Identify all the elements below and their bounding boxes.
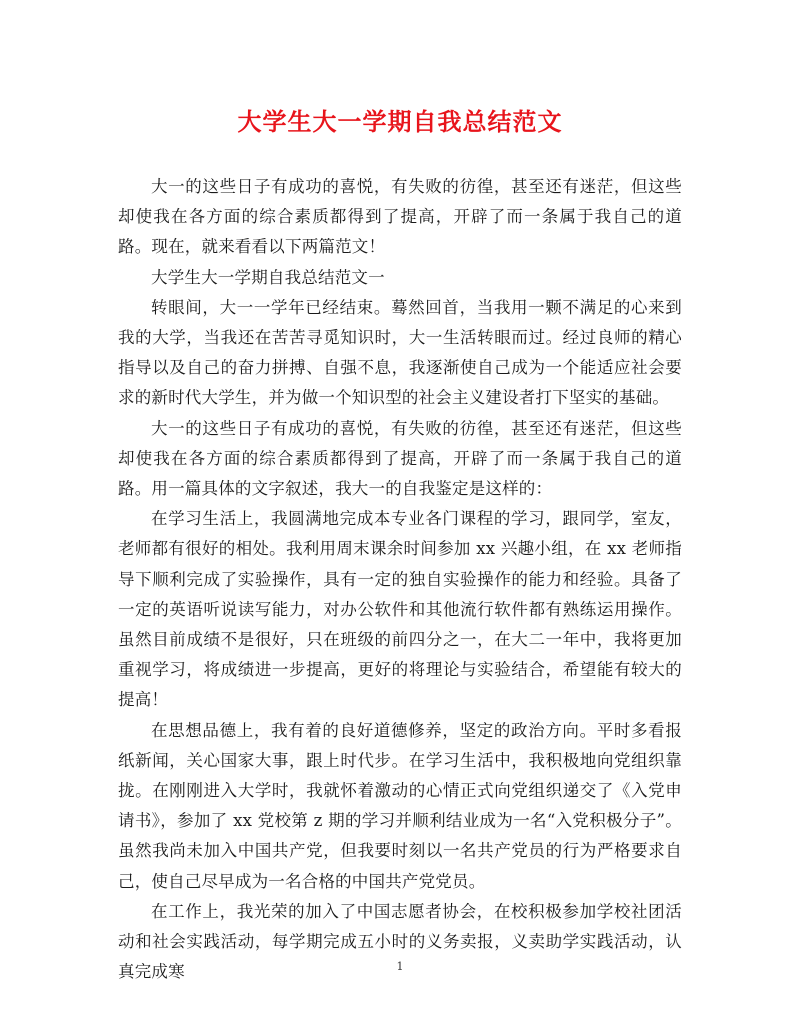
paragraph-subtitle: 大学生大一学期自我总结范文一: [151, 267, 385, 287]
paragraph-study: 在学习生活上，我圆满地完成本专业各门课程的学习，跟同学，室友，老师都有很好的相处。我利用周末课余时间参加 xx 兴趣小组，在 xx 老师指导下顺利完成了实验操作，具有一定的独自实验操作的能力和经验。具备了一定的英语听说读写能力，对办公软件和其他流行软件都有熟练运用操作。虽然目前成绩不是很好，只在班级的前四分之一，在大二一年中，我将更加重视学习，将成绩进一步提高，更好的将理论与实验结合，希望能有较大的提高！: [118, 509, 682, 710]
page-number: 1: [396, 960, 404, 973]
paragraph-work: 在工作上，我光荣的加入了中国志愿者协会，在校积极参加学校社团活动和社会实践活动，每学期完成五小时的义务卖报，义卖助学实践活动，认真完成寒: [118, 901, 682, 982]
paragraph-intro: 大一的这些日子有成功的喜悦，有失败的彷徨，甚至还有迷茫，但这些却使我在各方面的综合素质都得到了提高，开辟了而一条属于我自己的道路。现在，就来看看以下两篇范文！: [118, 177, 682, 257]
document-body: [118, 172, 682, 987]
paragraph-opening: 转眼间，大一一学年已经结束。蓦然回首，当我用一颗不满足的心来到我的大学，当我还在苦苦寻觅知识时，大一生活转眼而过。经过良师的精心指导以及自己的奋力拼搏、自强不息，我逐渐使自己成为一个能适应社会要求的新时代大学生，并为做一个知识型的社会主义建设者打下坚实的基础。: [118, 297, 682, 408]
paragraph-morality: 在思想品德上，我有着的良好道德修养，坚定的政治方向。平时多看报纸新闻，关心国家大事，跟上时代步。在学习生活中，我积极地向党组织靠拢。在刚刚进入大学时，我就怀着激动的心情正式向党组织递交了《入党申请书》，参加了 xx 党校第 z 期的学习并顺利结业成为一名“入党积极分子”。虽然我尚未加入中国共产党，但我要时刻以一名共产党员的行为严格要求自己，使自己尽早成为一名合格的中国共产党党员。: [118, 720, 682, 891]
document-title: 大学生大一学期自我总结范文: [237, 107, 563, 136]
paragraph-summary: 大一的这些日子有成功的喜悦，有失败的彷徨，甚至还有迷茫，但这些却使我在各方面的综合素质都得到了提高，开辟了而一条属于我自己的道路。用一篇具体的文字叙述，我大一的自我鉴定是这样的：: [118, 418, 682, 499]
